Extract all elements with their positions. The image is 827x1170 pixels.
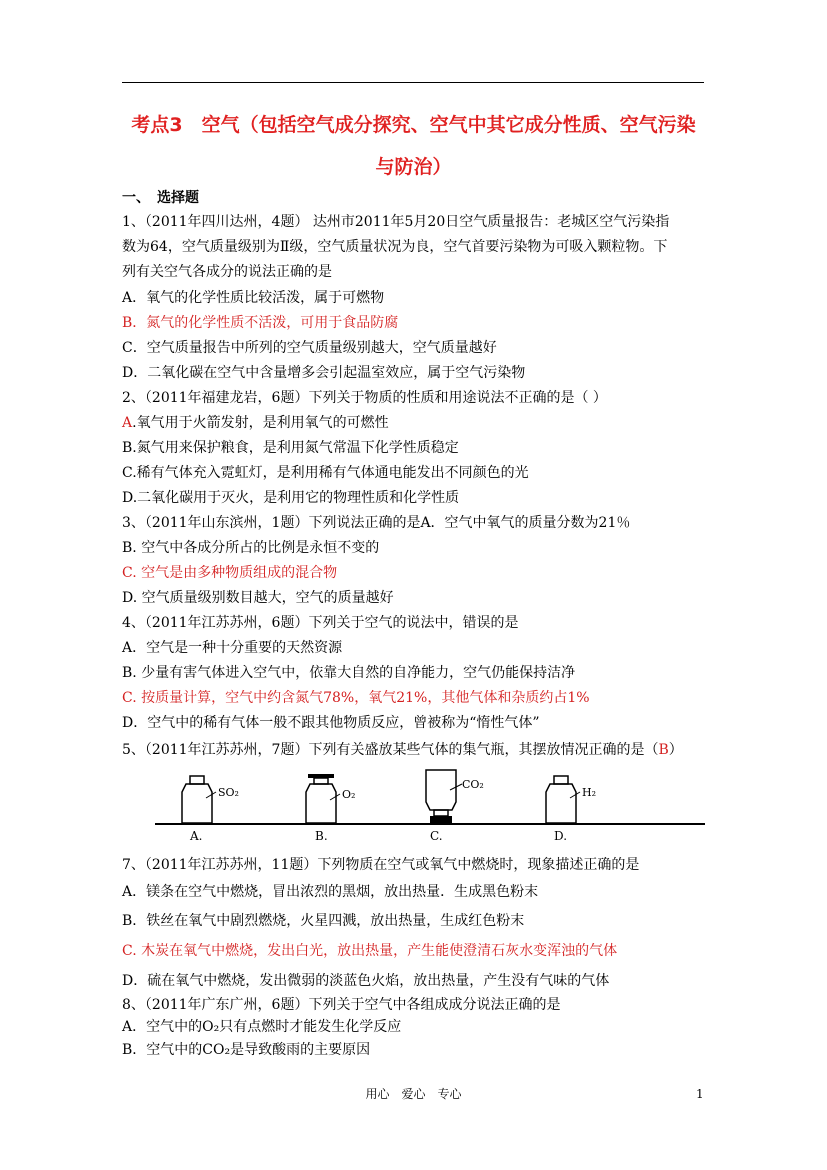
gas-label-b: O₂ bbox=[342, 788, 356, 801]
option-line: A．空气是一种十分重要的天然资源 bbox=[122, 640, 343, 656]
option-line: D. 空气质量级别数目越大，空气的质量越好 bbox=[122, 590, 394, 606]
answer-line: C. 按质量计算，空气中约含氮气78%，氧气21%，其他气体和杂质约占1% bbox=[122, 690, 590, 706]
page-title-line-2: 与防治） bbox=[375, 156, 452, 178]
text-line: 数为64，空气质量级别为Ⅱ级，空气质量状况为良，空气首要污染物为可吸入颗粒物。下 bbox=[122, 239, 668, 255]
text-line: 1、（2011年四川达州，4题） 达州市2011年5月20日空气质量报告：老城区空气污染指 bbox=[122, 214, 670, 230]
option-line: B.氮气用来保护粮食，是利用氮气常温下化学性质稳定 bbox=[122, 440, 459, 456]
closing-paren: ） bbox=[668, 742, 683, 758]
option-line: D.二氧化碳用于灭火，是利用它的物理性质和化学性质 bbox=[122, 490, 460, 506]
bottle-d bbox=[546, 776, 596, 843]
option-line: D．二氧化碳在空气中含量增多会引起温室效应，属于空气污染物 bbox=[122, 365, 526, 381]
answer-line: C. 空气是由多种物质组成的混合物 bbox=[122, 565, 338, 581]
option-letter-highlight: A bbox=[122, 415, 133, 431]
text-line: 7、（2011年江苏苏州，11题）下列物质在空气或氧气中燃烧时，现象描述正确的是 bbox=[122, 857, 640, 873]
section-heading: 一、 选择题 bbox=[122, 190, 199, 206]
answer-line: B．氮气的化学性质不活泼，可用于食品防腐 bbox=[122, 315, 399, 331]
gas-bottle-figure bbox=[150, 768, 710, 848]
bottle-a bbox=[182, 776, 239, 843]
bottle-b bbox=[306, 774, 355, 843]
header-rule bbox=[122, 82, 704, 83]
page-number: 1 bbox=[696, 1087, 704, 1101]
text-line: 8、（2011年广东广州，6题）下列关于空气中各组成成分说法正确的是 bbox=[122, 997, 561, 1013]
option-line: B. 空气中各成分所占的比例是永恒不变的 bbox=[122, 540, 380, 556]
option-line: B. 少量有害气体进入空气中，依靠大自然的自净能力，空气仍能保持洁净 bbox=[122, 665, 576, 681]
text-line: 列有关空气各成分的说法正确的是 bbox=[122, 264, 332, 280]
option-line: A．空气中的O₂只有点燃时才能发生化学反应 bbox=[122, 1019, 402, 1035]
option-line bbox=[122, 413, 389, 433]
option-label-c: C. bbox=[430, 829, 443, 843]
option-line: C.稀有气体充入霓虹灯，是利用稀有气体通电能发出不同颜色的光 bbox=[122, 465, 529, 481]
option-label-d: D. bbox=[554, 829, 568, 843]
option-line: C．空气质量报告中所列的空气质量级别越大，空气质量越好 bbox=[122, 340, 497, 356]
option-line: D．空气中的稀有气体一般不跟其他物质反应，曾被称为“惰性气体” bbox=[122, 715, 540, 731]
option-label-a: A. bbox=[190, 829, 203, 843]
bottle-c bbox=[426, 770, 484, 843]
gas-label-c: CO₂ bbox=[462, 778, 484, 791]
option-line: B．铁丝在氧气中剧烈燃烧，火星四溅，放出热量，生成红色粉末 bbox=[122, 913, 525, 929]
answer-line: C. 木炭在氧气中燃烧，发出白光，放出热量，产生能使澄清石灰水变浑浊的气体 bbox=[122, 943, 618, 959]
page-footer: 用心 爱心 专心 bbox=[365, 1087, 462, 1101]
option-a-line bbox=[122, 415, 389, 431]
option-line: D．硫在氧气中燃烧，发出微弱的淡蓝色火焰，放出热量，产生没有气味的气体 bbox=[122, 973, 610, 989]
gas-label-a: SO₂ bbox=[218, 786, 239, 799]
option-line: B．空气中的CO₂是导致酸雨的主要原因 bbox=[122, 1042, 371, 1058]
answer-letter: B bbox=[658, 742, 669, 758]
gas-label-d: H₂ bbox=[582, 786, 597, 799]
option-label-b: B. bbox=[315, 829, 328, 843]
option-line: A．镁条在空气中燃烧，冒出浓烈的黑烟，放出热量．生成黑色粉末 bbox=[122, 884, 539, 900]
option-line: A．氧气的化学性质比较活泼，属于可燃物 bbox=[122, 290, 385, 306]
page-title-line-1: 考点3 空气（包括空气成分探究、空气中其它成分性质、空气污染 bbox=[131, 114, 696, 136]
text-line: 2、（2011年福建龙岩，6题）下列关于物质的性质和用途说法不正确的是（ ） bbox=[122, 390, 607, 406]
option-text: .氧气用于火箭发射，是利用氧气的可燃性 bbox=[132, 415, 389, 431]
text-line bbox=[122, 740, 683, 760]
text-line: 4、（2011年江苏苏州，6题）下列关于空气的说法中，错误的是 bbox=[122, 615, 519, 631]
text-line: 3、（2011年山东滨州，1题）下列说法正确的是A．空气中氧气的质量分数为21％ bbox=[122, 515, 631, 531]
question-5-text: 5、（2011年江苏苏州，7题）下列有关盛放某些气体的集气瓶，其摆放情况正确的是（ bbox=[122, 742, 659, 758]
